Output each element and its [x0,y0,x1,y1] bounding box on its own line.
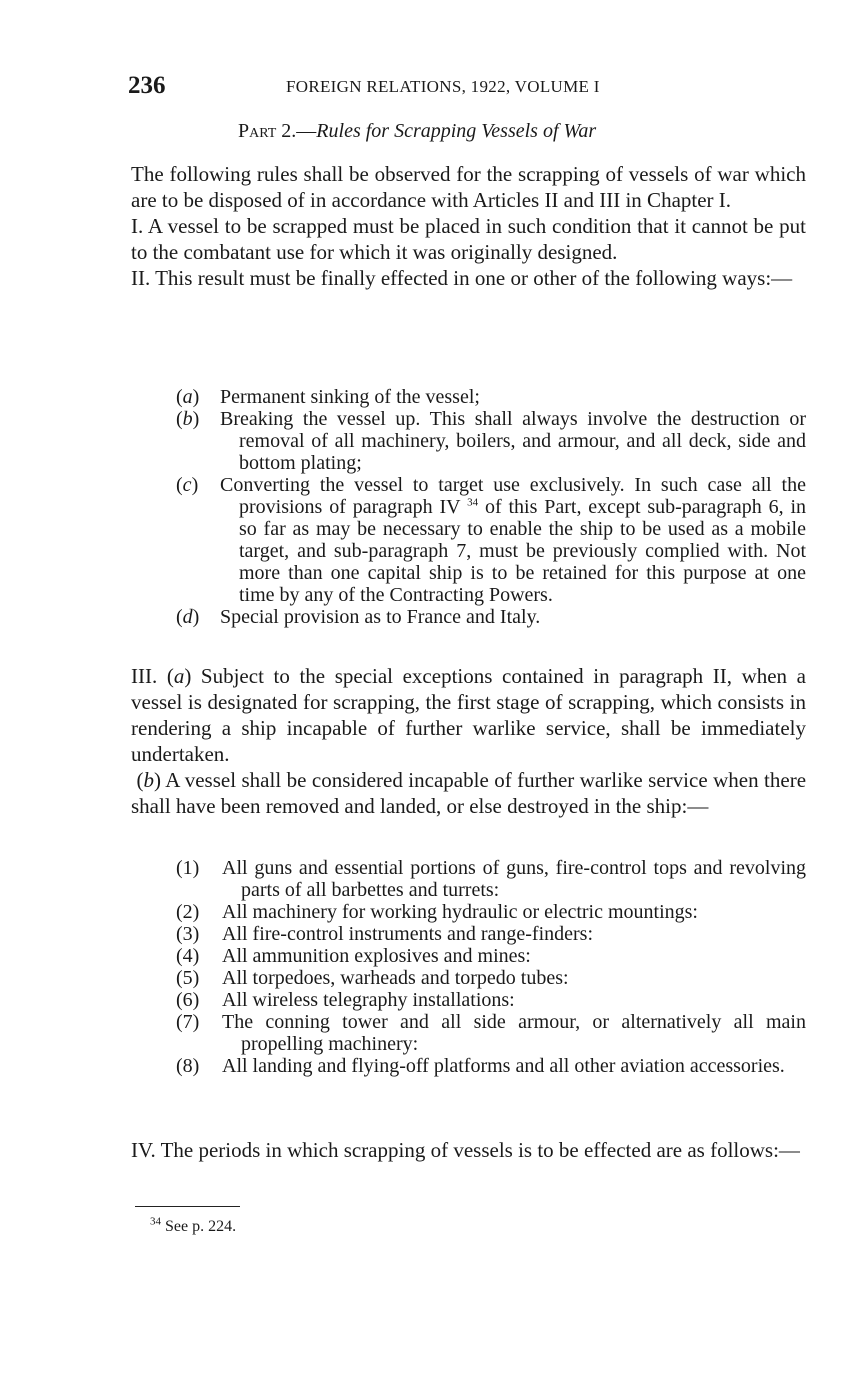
list-marker: (4) [176,945,200,967]
list-text: All machinery for working hydraulic or electric mountings: [222,901,698,923]
footnote-number: 34 [150,1215,161,1228]
paragraph-II: II. This result must be finally effected in one or other of the following ways:— [131,266,793,290]
paragraph-IV-block [131,1137,806,1163]
list-item [176,945,806,967]
ways-list [176,386,806,628]
running-head: FOREIGN RELATIONS, 1922, VOLUME I [286,77,600,96]
list-marker: (1) [176,857,200,879]
list-item [176,989,806,1011]
list-text: Permanent sinking of the vessel; [220,386,480,408]
page-number: 236 [128,72,166,99]
part-title-text: Rules for Scrapping Vessels of War [316,120,597,142]
removal-items-list [176,857,806,1077]
list-marker: (d) [176,606,200,628]
list-marker: (6) [176,989,200,1011]
list-item [176,1055,806,1077]
footnote [150,1215,237,1236]
footnote-text: See p. 224. [165,1218,237,1235]
intro-block [131,161,806,291]
list-item [176,408,806,474]
paragraph-III-block [131,663,806,819]
paragraph-IV: IV. The periods in which scrapping of vessels is to be effected are as follows:— [131,1138,800,1162]
list-marker: (c) [176,474,199,496]
list-marker: (5) [176,967,200,989]
list-text: All ammunition explosives and mines: [222,945,531,967]
list-marker: (7) [176,1011,200,1033]
list-item [176,901,806,923]
list-text: All torpedoes, warheads and torpedo tubes: [222,967,569,989]
list-text: Converting the vessel to target use exclusively. In such case all the provisions of paragraph IV $^{34}$ of this Part, except sub-paragraph 6, in so far as may be necessary to enable the ship to be used as a mobile target, and sub-paragraph 7, must be previously complied with. Not more than one capital ship is to be retained for this purpose at one time by any of the Contracting Powers. [220,474,807,606]
footnote-divider [135,1206,240,1207]
list-text: Breaking the vessel up. This shall always involve the destruction or removal of all machinery, boilers, and armour, and all deck, side and bottom plating; [220,408,806,474]
list-marker: (a) [176,386,200,408]
list-item [176,606,806,628]
list-marker: (b) [176,408,200,430]
list-item [176,923,806,945]
paragraph-III-a: III. (a) Subject to the special exceptions contained in paragraph II, when a vessel is designated for scrapping, the first stage of scrapping, which consists in rendering a ship incapable of further warlike service, shall be immediately undertaken. [131,664,806,766]
paragraph-I: I. A vessel to be scrapped must be placed in such condition that it cannot be put to the combatant use for which it was originally designed. [131,214,806,264]
part-label: Part 2.— [238,120,317,142]
list-text: All guns and essential portions of guns, fire-control tops and revolving parts of all barbettes and turrets: [222,857,806,901]
part-title [238,120,596,143]
list-item [176,857,806,901]
list-marker: (2) [176,901,200,923]
list-text: Special provision as to France and Italy. [220,606,541,628]
list-item [176,474,806,606]
paragraph-III-b: (b) A vessel shall be considered incapable of further warlike service when there shall have been removed and landed, or else destroyed in the ship:— [131,768,807,818]
list-item [176,386,806,408]
list-marker: (3) [176,923,200,945]
list-text: All landing and flying-off platforms and all other aviation accessories. [222,1055,785,1077]
list-item [176,967,806,989]
list-item [176,1011,806,1055]
list-text: All fire-control instruments and range-finders: [222,923,593,945]
list-marker: (8) [176,1055,200,1077]
intro-paragraph: The following rules shall be observed for the scrapping of vessels of war which are to be disposed of in accordance with Articles II and III in Chapter I. [131,162,806,212]
list-text: The conning tower and all side armour, or alternatively all main propelling machinery: [222,1011,806,1055]
list-text: All wireless telegraphy installations: [222,989,515,1011]
footnote-reference: 34 [467,496,479,509]
